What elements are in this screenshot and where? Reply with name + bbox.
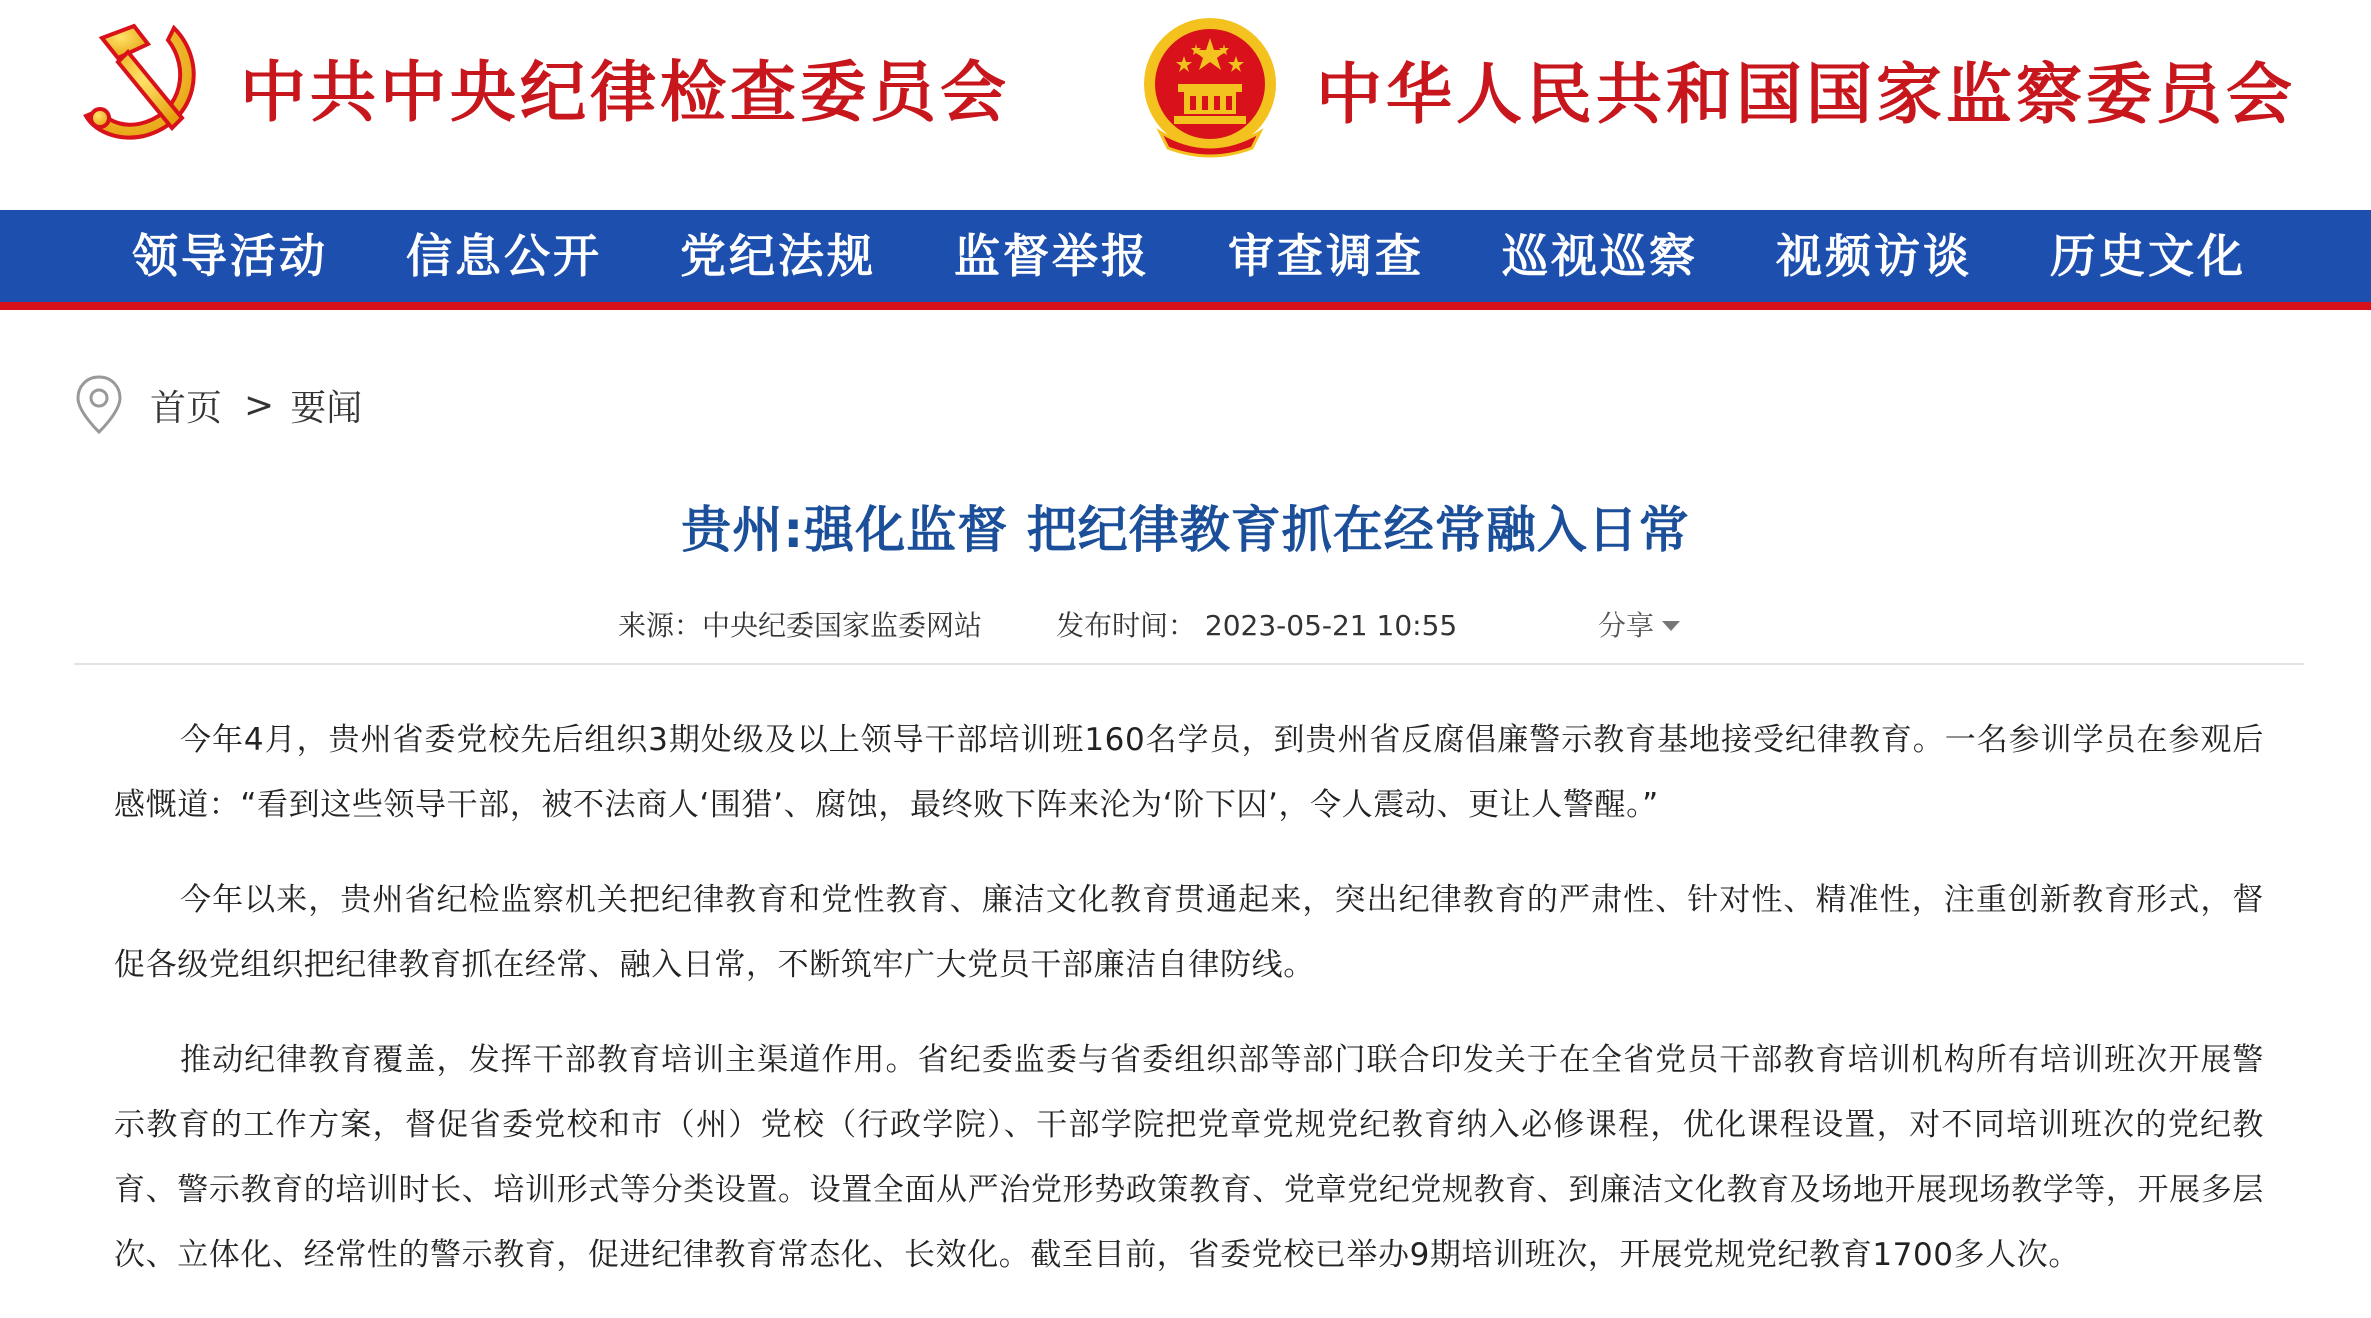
caret-down-icon bbox=[1662, 621, 1680, 631]
nav-item-regulations[interactable]: 党纪法规 bbox=[680, 229, 876, 283]
nsc-brand[interactable] bbox=[1140, 12, 2296, 164]
nav-item-history[interactable]: 历史文化 bbox=[2050, 229, 2246, 283]
breadcrumb bbox=[74, 370, 362, 440]
nav-item-inspection[interactable]: 巡视巡察 bbox=[1502, 229, 1698, 283]
article-paragraph: 推动纪律教育覆盖，发挥干部教育培训主渠道作用。省纪委监委与省委组织部等部门联合印发关于在全省党员干部教育培训机构所有培训班次开展警示教育的工作方案，督促省委党校和市（州）党校（行政学院）、干部学院把党章党规党纪教育纳入必修课程，优化课程设置，对不同培训班次的党纪教育、警示教育的培训时长、培训形式等分类设置。设置全面从严治党形势政策教育、党章党纪党规教育、到廉洁文化教育及场地开展现场教学等，开展多层次、立体化、经常性的警示教育，促进纪律教育常态化、长效化。截至目前，省委党校已举办9期培训班次，开展党规党纪教育1700多人次。 bbox=[114, 1042, 2264, 1273]
article-paragraph: 今年4月，贵州省委党校先后组织3期处级及以上领导干部培训班160名学员，到贵州省反腐倡廉警示教育基地接受纪律教育。一名参训学员在参观后感慨道：“看到这些领导干部，被不法商人‘围猎’、腐蚀，最终败下阵来沦为‘阶下囚’，令人震动、更让人警醒。” bbox=[114, 722, 2264, 823]
article-body bbox=[114, 708, 2264, 1318]
party-emblem-icon bbox=[78, 18, 210, 154]
site-header bbox=[0, 0, 2371, 210]
title-divider bbox=[74, 663, 2304, 665]
national-emblem-icon bbox=[1140, 12, 1280, 164]
article-paragraph: 今年以来，贵州省纪检监察机关把纪律教育和党性教育、廉洁文化教育贯通起来，突出纪律教育的严肃性、针对性、精准性，注重创新教育形式，督促各级党组织把纪律教育抓在经常、融入日常，不断筑牢广大党员干部廉洁自律防线。 bbox=[114, 882, 2264, 983]
article-source: 来源：中央纪委国家监委网站 bbox=[618, 609, 983, 642]
nav-item-supervision[interactable]: 监督举报 bbox=[954, 229, 1150, 283]
nav-item-information[interactable]: 信息公开 bbox=[406, 229, 602, 283]
share-button[interactable] bbox=[1598, 604, 1680, 644]
breadcrumb-separator: > bbox=[244, 384, 275, 426]
nav-item-leadership[interactable]: 领导活动 bbox=[132, 229, 328, 283]
article-title: 贵州:强化监督 把纪律教育抓在经常融入日常 bbox=[681, 501, 1690, 559]
nsc-title: 中华人民共和国国家监察委员会 bbox=[1316, 54, 2296, 133]
breadcrumb-home[interactable]: 首页 bbox=[150, 387, 223, 429]
share-label: 分享 bbox=[1598, 609, 1655, 642]
ccdi-brand[interactable] bbox=[78, 18, 1010, 154]
nav-item-investigation[interactable]: 审查调查 bbox=[1228, 229, 1424, 283]
location-pin-icon bbox=[74, 374, 124, 436]
main-navigation bbox=[0, 210, 2371, 310]
article-publish-time: 发布时间： 2023-05-21 10:55 bbox=[1056, 609, 1458, 642]
breadcrumb-current[interactable]: 要闻 bbox=[290, 387, 363, 429]
nav-item-video[interactable]: 视频访谈 bbox=[1776, 229, 1972, 283]
ccdi-title: 中共中央纪律检查委员会 bbox=[240, 52, 1010, 131]
